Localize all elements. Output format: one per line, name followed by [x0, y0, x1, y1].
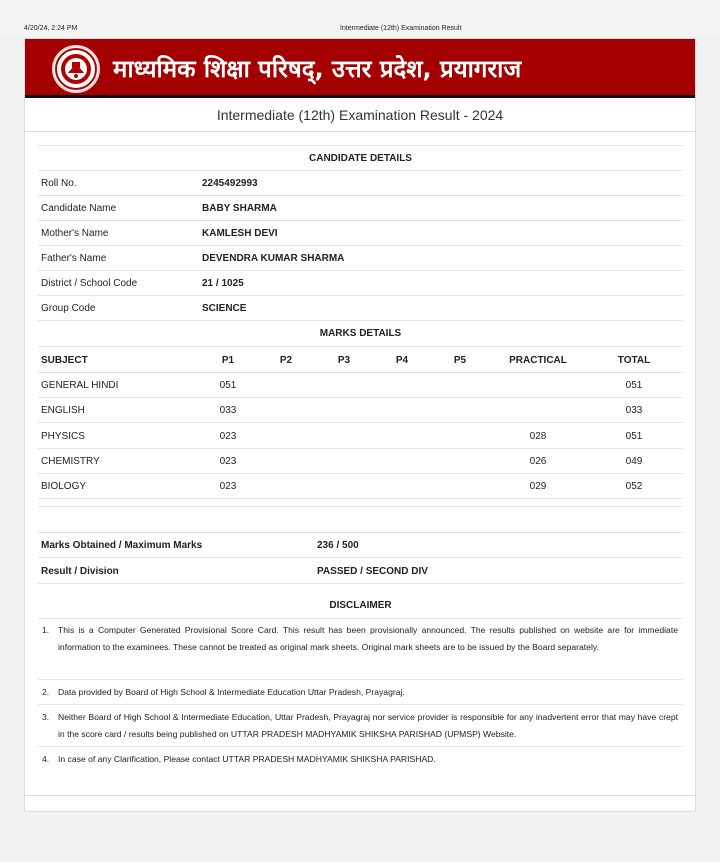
marks-row	[38, 449, 683, 474]
candidate-label: Roll No.	[41, 178, 77, 189]
p1-mark: 023	[219, 456, 237, 467]
candidate-value: DEVENDRA KUMAR SHARMA	[202, 253, 345, 264]
column-header-p3: P3	[337, 355, 351, 366]
disclaimer-number: 4.	[42, 754, 50, 764]
disclaimer-text: Data provided by Board of High School & Intermediate Education Uttar Pradesh, Prayagraj.	[58, 687, 405, 697]
disclaimer-heading: DISCLAIMER	[329, 600, 392, 611]
candidate-row	[38, 221, 683, 246]
subject-name: PHYSICS	[41, 431, 85, 442]
summary-row-result	[38, 558, 683, 584]
candidate-details-heading: CANDIDATE DETAILS	[309, 153, 412, 164]
marks-obtained-value: 236 / 500	[317, 540, 359, 551]
column-header-p5: P5	[453, 355, 467, 366]
disclaimer-header	[38, 584, 683, 619]
practical-mark: 028	[529, 431, 547, 442]
candidate-label: District / School Code	[41, 278, 138, 289]
total-mark: 052	[625, 481, 643, 492]
total-mark: 051	[625, 431, 643, 442]
board-logo	[52, 45, 100, 93]
p1-mark: 051	[219, 380, 237, 391]
marks-obtained-label: Marks Obtained / Maximum Marks	[41, 540, 203, 551]
column-header-total: TOTAL	[617, 355, 651, 366]
board-banner	[25, 39, 695, 98]
page-footer-divider	[25, 795, 695, 796]
print-header	[0, 0, 720, 36]
column-header-p4: P4	[395, 355, 409, 366]
candidate-label: Mother's Name	[41, 228, 109, 239]
print-date: 4/20/24, 2:24 PM	[24, 25, 78, 32]
practical-mark: 029	[529, 481, 547, 492]
marks-details-heading: MARKS DETAILS	[319, 328, 402, 339]
board-title: माध्यमिक शिक्षा परिषद्, उत्तर प्रदेश, प्रयागराज	[113, 55, 522, 83]
disclaimer-item	[38, 622, 683, 680]
candidate-row	[38, 196, 683, 221]
candidate-label: Group Code	[41, 303, 96, 314]
result-label: Result / Division	[41, 566, 119, 577]
column-header-practical: PRACTICAL	[509, 355, 567, 366]
subject-name: BIOLOGY	[41, 481, 87, 492]
page-title: Intermediate (12th) Examination Result - 2024	[25, 98, 695, 132]
candidate-row	[38, 171, 683, 196]
summary-gap	[38, 507, 683, 533]
column-header-p1: P1	[221, 355, 235, 366]
marks-spacer	[38, 499, 683, 507]
candidate-label: Candidate Name	[41, 203, 117, 214]
marks-details-header	[38, 321, 683, 347]
candidate-value: BABY SHARMA	[202, 203, 277, 214]
candidate-value: 21 / 1025	[202, 278, 244, 289]
column-header-p2: P2	[279, 355, 293, 366]
column-header-subject: SUBJECT	[41, 355, 88, 366]
print-title: Intermediate (12th) Examination Result	[340, 25, 462, 32]
disclaimer-number: 1.	[42, 625, 50, 635]
disclaimer-item	[38, 682, 683, 705]
candidate-label: Father's Name	[41, 253, 107, 264]
result-page	[24, 38, 696, 812]
total-mark: 033	[625, 405, 643, 416]
disclaimer-number: 3.	[42, 712, 50, 722]
p1-mark: 033	[219, 405, 237, 416]
disclaimer-text: In case of any Clarification, Please contact UTTAR PRADESH MADHYAMIK SHIKSHA PARISHAD.	[58, 754, 436, 764]
total-mark: 051	[625, 380, 643, 391]
p1-mark: 023	[219, 481, 237, 492]
subject-name: CHEMISTRY	[41, 456, 100, 467]
candidate-row	[38, 271, 683, 296]
candidate-row	[38, 296, 683, 321]
marks-row	[38, 373, 683, 398]
practical-mark: 026	[529, 456, 547, 467]
result-value: PASSED / SECOND DIV	[317, 566, 428, 577]
marks-row	[38, 398, 683, 423]
disclaimer-text: This is a Computer Generated Provisional Score Card. This result has been provisionally announced. The results published on website are for immediate information to the examinees. These cannot be treated as original mark sheets. Original mark sheets are to be issued by the Board separately.	[58, 625, 678, 652]
candidate-row	[38, 246, 683, 271]
marks-row	[38, 474, 683, 499]
subject-name: GENERAL HINDI	[41, 380, 119, 391]
p1-mark: 023	[219, 431, 237, 442]
candidate-value: SCIENCE	[202, 303, 247, 314]
summary-row-marks	[38, 533, 683, 558]
candidate-value: KAMLESH DEVI	[202, 228, 278, 239]
subject-name: ENGLISH	[41, 405, 85, 416]
total-mark: 049	[625, 456, 643, 467]
disclaimer-number: 2.	[42, 687, 50, 697]
emblem-icon	[54, 47, 98, 91]
disclaimer-item	[38, 749, 683, 773]
candidate-details-header	[38, 145, 683, 171]
candidate-value: 2245492993	[202, 178, 258, 189]
marks-column-headers	[38, 347, 683, 373]
marks-row	[38, 423, 683, 449]
disclaimer-item	[38, 707, 683, 747]
disclaimer-text: Neither Board of High School & Intermediate Education, Uttar Pradesh, Prayagraj nor service provider is responsible for any inadvertent error that may have crept in the score card / results being published on UTTAR PRADESH MADHYAMIK SHIKSHA PARISHAD (UPMSP) Website.	[58, 712, 678, 739]
